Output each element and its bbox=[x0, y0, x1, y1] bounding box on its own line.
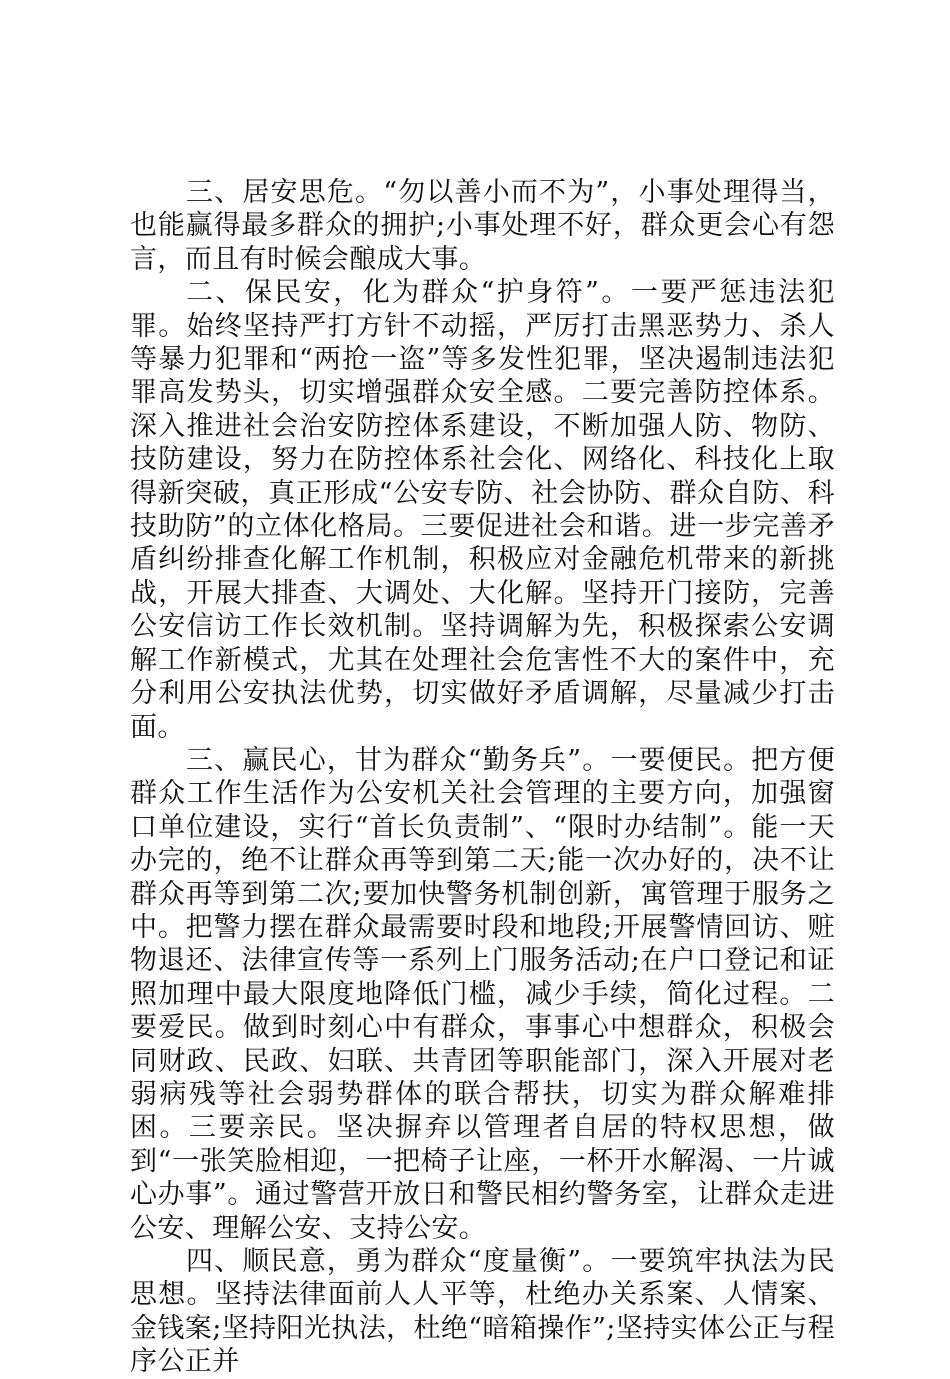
document-body bbox=[130, 176, 835, 1379]
paragraph-1: 三、居安思危。“勿以善小而不为”，小事处理得当，也能赢得最多群众的拥护;小事处理不好，群众更会心有怨言，而且有时候会酿成大事。 bbox=[130, 177, 835, 275]
paragraph-4: 四、顺民意，勇为群众“度量衡”。一要筑牢执法为民思想。坚持法律面前人人平等，杜绝办关系案、人情案、金钱案;坚持阳光执法，杜绝“暗箱操作”;坚持实体公正与程序公正并 bbox=[130, 1246, 835, 1378]
paragraph-3: 三、赢民心，甘为群众“勤务兵”。一要便民。把方便群众工作生活作为公安机关社会管理的主要方向，加强窗口单位建设，实行“首长负责制”、“限时办结制”。能一天办完的，绝不让群众再等到第二天;能一次办好的，决不让群众再等到第二次;要加快警务机制创新，寓管理于服务之中。把警力摆在群众最需要时段和地段;开展警情回访、赃物退还、法律宣传等一系列上门服务活动;在户口登记和证照加理中最大限度地降低门槛，减少手续，简化过程。二要爱民。做到时刻心中有群众，事事心中想群众，积极会同财政、民政、妇联、共青团等职能部门，深入开展对老弱病残等社会弱势群体的联合帮扶，切实为群众解难排困。三要亲民。坚决摒弃以管理者自居的特权思想，做到“一张笑脸相迎，一把椅子让座，一杯开水解渴、一片诚心办事”。通过警营开放日和警民相约警务室，让群众走进公安、理解公安、支持公安。 bbox=[130, 744, 835, 1244]
paragraph-2: 二、保民安，化为群众“护身符”。一要严惩违法犯罪。始终坚持严打方针不动摇，严厉打击黑恶势力、杀人等暴力犯罪和“两抢一盗”等多发性犯罪，坚决遏制违法犯罪高发势头，切实增强群众安全感。二要完善防控体系。深入推进社会治安防控体系建设，不断加强人防、物防、技防建设，努力在防控体系社会化、网络化、科技化上取得新突破，真正形成“公安专防、社会协防、群众自防、科技助防”的立体化格局。三要促进社会和谐。进一步完善矛盾纠纷排查化解工作机制，积极应对金融危机带来的新挑战，开展大排查、大调处、大化解。坚持开门接防，完善公安信访工作长效机制。坚持调解为先，积极探索公安调解工作新模式，尤其在处理社会危害性不大的案件中，充分利用公安执法优势，切实做好矛盾调解，尽量减少打击面。 bbox=[130, 277, 835, 743]
